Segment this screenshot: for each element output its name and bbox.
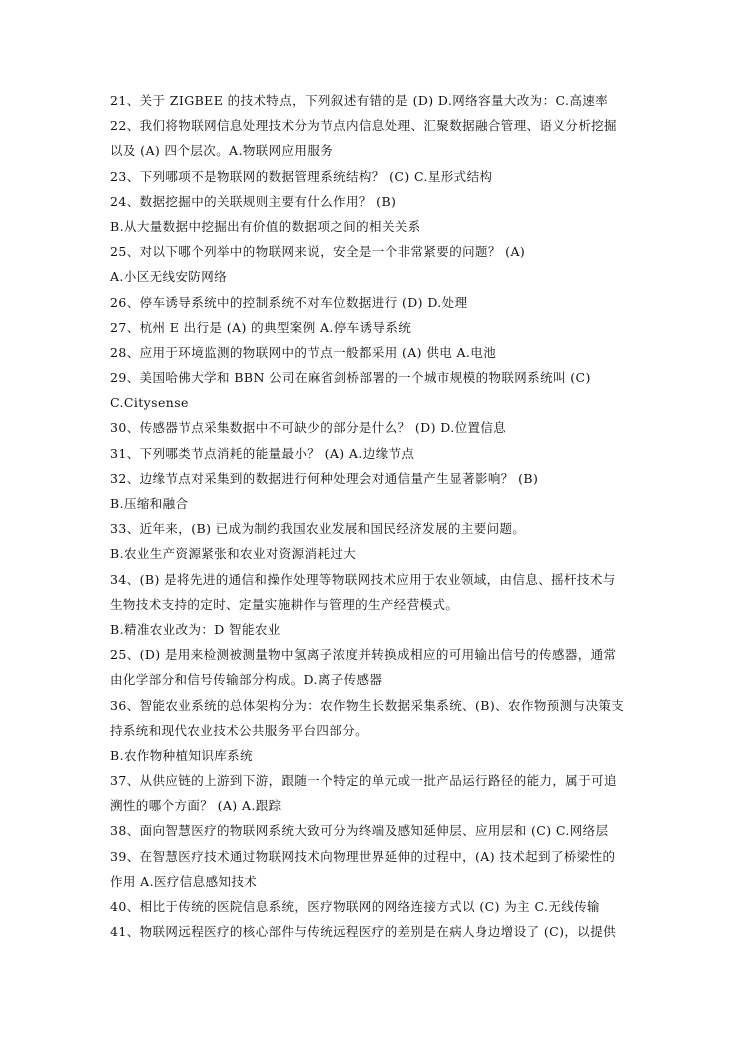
text-line: 由化学部分和信号传输部分构成。D.离子传感器 (110, 672, 383, 688)
text-line: 27、杭州 E 出行是 (A) 的典型案例 A.停车诱导系统 (110, 319, 412, 335)
text-line: B.精准农业改为：D 智能农业 (110, 621, 281, 637)
text-line: 38、面向智慧医疗的物联网系统大致可分为终端及感知延伸层、应用层和 (C) C.网络层 (110, 823, 609, 839)
text-line: 生物技术支持的定时、定量实施耕作与管理的生产经营模式。 (110, 596, 459, 612)
text-line: C.Citysense (110, 395, 189, 411)
text-line: 25、(D) 是用来检测被测量物中氢离子浓度并转换成相应的可用输出信号的传感器，通常 (110, 647, 617, 663)
document-body (110, 88, 640, 944)
text-line: 24、数据挖掘中的关联规则主要有什么作用？ (B) (110, 193, 397, 209)
text-line: 作用 A.医疗信息感知技术 (110, 873, 258, 889)
text-line: 30、传感器节点采集数据中不可缺少的部分是什么？ (D) D.位置信息 (110, 420, 507, 436)
text-line: 溯性的哪个方面？ (A) A.跟踪 (110, 798, 282, 814)
text-line: 34、(B) 是将先进的通信和操作处理等物联网技术应用于农业领域，由信息、摇杆技术与 (110, 571, 616, 587)
text-line: B.压缩和融合 (110, 496, 189, 511)
text-line: 39、在智慧医疗技术通过物联网技术向物理世界延伸的过程中，(A) 技术起到了桥梁性的 (110, 848, 616, 864)
text-line: 36、智能农业系统的总体架构分为：农作物生长数据采集系统、(B)、农作物预测与决策支 (110, 697, 625, 713)
text-line: 32、边缘节点对采集到的数据进行何种处理会对通信量产生显著影响？ (B) (110, 470, 539, 486)
text-line: 22、我们将物联网信息处理技术分为节点内信息处理、汇聚数据融合管理、语义分析挖掘 (110, 118, 617, 134)
text-line: 31、下列哪类节点消耗的能量最小？ (A) A.边缘节点 (110, 445, 415, 461)
text-line: 21、关于 ZIGBEE 的技术特点，下列叙述有错的是 (D) D.网络容量大改为：C.高速率 (110, 93, 609, 108)
text-line: 37、从供应链的上游到下游，跟随一个特定的单元或一批产品运行路径的能力，属于可追 (110, 773, 617, 789)
text-line: B.农业生产资源紧张和农业对资源消耗过大 (110, 546, 357, 562)
text-line: 29、美国哈佛大学和 BBN 公司在麻省剑桥部署的一个城市规模的物联网系统叫 (C) (110, 370, 591, 386)
text-line: 23、下列哪项不是物联网的数据管理系统结构？ (C) C.星形式结构 (110, 168, 493, 184)
text-line: B.农作物种植知识库系统 (110, 747, 253, 763)
text-line: 26、停车诱导系统中的控制系统不对车位数据进行 (D) D.处理 (110, 294, 468, 310)
text-line: 28、应用于环境监测的物联网中的节点一般都采用 (A) 供电 A.电池 (110, 344, 497, 360)
text-line: 以及 (A) 四个层次。A.物联网应用服务 (110, 143, 334, 159)
text-line: B.从大量数据中挖掘出有价值的数据项之间的相关关系 (110, 218, 421, 234)
text-line: 40、相比于传统的医院信息系统，医疗物联网的网络连接方式以 (C) 为主 C.无线传输 (110, 899, 600, 914)
text-line: 25、对以下哪个列举中的物联网来说，安全是一个非常紧要的问题？ (A) (110, 244, 526, 260)
text-line: 持系统和现代农业技术公共服务平台四部分。 (110, 722, 369, 738)
text-line: A.小区无线安防网络 (110, 269, 228, 285)
text-line: 41、物联网远程医疗的核心部件与传统远程医疗的差别是在病人身边增设了 (C)，以提供 (110, 924, 616, 940)
text-line: 33、近年来，(B) 已成为制约我国农业发展和国民经济发展的主要问题。 (110, 521, 526, 537)
